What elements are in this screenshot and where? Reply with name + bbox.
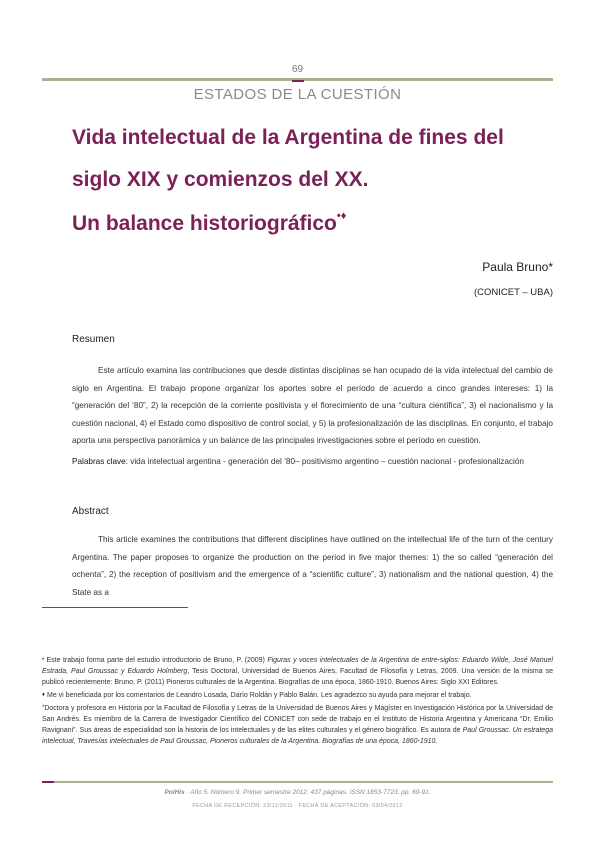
header-accent-mark [292, 80, 304, 82]
article-title-line-2: siglo XIX y comienzos del XX. [72, 168, 369, 191]
resumen-heading: Resumen [72, 334, 115, 345]
footnote-1-text: Este trabajo forma parte del estudio introductorio de Bruno, P. (2009) [44, 657, 268, 664]
footnote-1-title: Figuras y voces intelectuales de la Argentina de entre-siglos: Eduardo Wilde, José Manuel Estrada, Paul Groussac y Eduardo Holmberg [42, 657, 553, 675]
abstract-body: This article examines the contributions that different disciplines have outlined on the intellectual life of the turn of the century Argentina. The paper proposes to organize the production on the period in five major themes: 1) the so called “generación del ochenta”, 2) the reception of positivism and the emergence of a “scientific culture”, 3) nationalism and the national question, 4) the State as a [72, 535, 553, 597]
section-title: ESTADOS DE LA CUESTIÓN [193, 86, 402, 103]
journal-info [0, 789, 595, 796]
article-title-line-3 [72, 212, 552, 236]
footnote-2-mark: ♦ [42, 692, 46, 698]
footnote-3-text: Doctora y profesora en Historia por la Facultad de Filosofía y Letras de la Universidad de Buenos Aires y Magíster en Investigación Histórica por la Universidad de San Andrés. Es miembro de la Carrera de Investigador Científico del CONICET con sede de trabajo en el Instituto de Historia Argentina y Americana “Dr. Emilio Ravignani”. Sus áreas de especialidad son la historia de los intelectuales y de las elites culturales y el género biográfico. Es autora de [42, 705, 553, 734]
footnote-3-mark: * [42, 705, 45, 711]
footnote-3-works: Paul Groussac. Un estratega intelectual, Travesías intelectuales de Paul Groussac, Pioneros culturales de la Argentina. Biografías de una época, 1860-1910. [42, 727, 553, 745]
footer-rule [42, 781, 553, 783]
author-affiliation: (CONICET – UBA) [473, 287, 553, 298]
footer-accent-mark [42, 781, 54, 783]
journal-name: PolHis [164, 789, 185, 796]
title-footnote-marks[interactable]: •♦ [336, 210, 347, 222]
footnote-2 [42, 690, 553, 701]
keywords-list: : vida intelectual argentina - generación del ‘80– positivismo argentino – cuestión nacional - profesionalización [125, 457, 524, 466]
submission-dates: FECHA DE RECEPCIÓN: 23/11/2011 · FECHA DE ACEPTACIÓN: 03/04/2012 [192, 803, 403, 809]
footnote-2-text: Me vi beneficiada por los comentarios de Leandro Losada, Darío Roldán y Pablo Balán. Les agradezco su ayuda para mejorar el trabajo. [45, 692, 472, 699]
journal-details: · Año 5. Número 9. Primer semestre 2012. 437 páginas. ISSN 1853-7723, pp. 69-91. [184, 789, 431, 796]
abstract-heading: Abstract [72, 506, 109, 517]
author-name: Paula Bruno* [482, 260, 553, 274]
footnote-separator [42, 607, 188, 608]
page-number: 69 [291, 64, 304, 75]
footnote-1-mark: • [42, 657, 45, 663]
footnote-3 [42, 703, 553, 747]
resumen-body: Este artículo examina las contribuciones que desde distintas disciplinas se han ocupado de la vida intelectual del cambio de siglo en Argentina. El trabajo propone organizar los aportes sobre el período de acuerdo a cinco grandes intereses: 1) la “generación del ‘80”, 2) la recepción de la corriente positivista y el florecimiento de una “cultura científica”, 3) el nacionalismo y la cuestión nacional, 4) el Estado como dispositivo de control social, y 5) la profesionalización de las disciplinas. En conjunto, el trabajo aporta una perspectiva panorámica y un balance de las principales investigaciones sobre el período en cuestión. [72, 366, 553, 446]
footnotes [42, 655, 553, 749]
footnote-1 [42, 655, 553, 688]
keywords [72, 457, 553, 466]
article-title-text: Un balance historiográfico [72, 212, 337, 235]
article-title-line-1: Vida intelectual de la Argentina de fines del [72, 126, 504, 149]
keywords-label: Palabras clave [72, 457, 126, 466]
footnote-1-text-end: , Tesis Doctoral, Universidad de Buenos Aires, Facultad de Filosofía y Letras, 2009. Una versión de la misma se publicó recientemente: Bruno, P. (2011) Pioneros culturales de la Argentina. Biografías de una época, 1860-1910. Buenos Aires: Siglo XXI Editores. [42, 668, 553, 686]
